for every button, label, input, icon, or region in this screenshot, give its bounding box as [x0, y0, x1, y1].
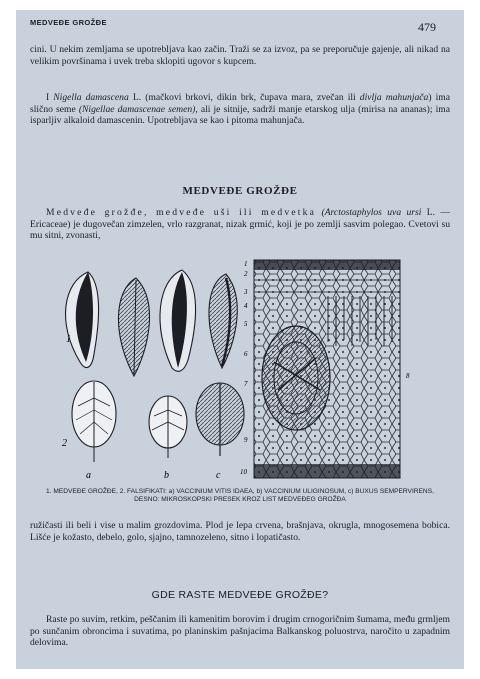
leaf-drawing: [118, 278, 149, 376]
common-names: Medveđe grožđe, medveđe uši ili medvetka: [46, 207, 317, 218]
figure-label: 6: [244, 350, 248, 358]
leaf-drawing: [160, 270, 196, 371]
p2-end: , ali je sitnije, sadrži manje etarskog ulja (mirisa na ananas); ima isparljiv alkaloid damascenin. Upotrebljava se kao i pitoma mahunjača.: [30, 103, 450, 127]
p2-start: I: [46, 92, 54, 103]
microscopic-section: [254, 260, 400, 478]
figure-label: 3: [244, 288, 248, 296]
page-number: 479: [418, 20, 436, 34]
leaf-drawing: [149, 396, 187, 458]
body-paragraph: ružičasti ili beli i vise u malim grozdovima. Plod je lepa crvena, brašnjava, okrugla, mnogosemena bobica. Lišće je kožasto, debelo, golo, sjajno, tamnozeleno, sitno i lopatičasto.: [30, 520, 450, 543]
species-name: Nigella damascena: [53, 92, 129, 103]
running-header: MEDVEĐE GROŽĐE: [30, 18, 107, 27]
leaf-drawing: [66, 272, 99, 368]
figure-label: 9: [244, 436, 248, 444]
figure-label: 10: [240, 468, 247, 476]
figure-label: c: [216, 470, 221, 481]
figure-label: a: [86, 470, 91, 481]
figure-label: b: [164, 470, 169, 481]
figure-label: 1: [244, 260, 248, 268]
p2-mid2: ) ima slično seme: [30, 92, 451, 115]
figure-label: 2: [62, 438, 67, 449]
description-rest: L. — Ericaceae) je dugovečan zimzelen, vrlo razgranat, nizak grmić, koji je po zemlji sasvim polegao. Cvetovi su mu sitni, zvonasti,: [30, 207, 450, 242]
botanical-illustration: [28, 250, 452, 484]
figure-label: 7: [244, 380, 248, 388]
book-page: [16, 10, 464, 669]
leaf-drawing: [72, 381, 116, 462]
habitat-paragraph: Raste po suvim, retkim, peščanim ili kamenitim borovim i drugim crnogoričnim šumama, među grmljem po sunčanim obroncima i suvatima, po planinskim pašnjacima Balkanskog poluostrva, naročito u zapadnim delovima.: [30, 614, 450, 649]
alt-name: divlja mahunjača: [359, 92, 429, 103]
section-title-habitat: GDE RASTE MEDVEĐE GROŽĐE?: [151, 589, 329, 601]
figure-label: 2: [244, 270, 248, 278]
figure-label: 4: [244, 302, 248, 310]
leaf-drawing: [196, 383, 244, 456]
latin-name: (Arctostaphylos uva ursi: [321, 207, 422, 218]
description-paragraph: [30, 207, 450, 242]
section-title-main: MEDVEĐE GROŽĐE: [182, 185, 298, 197]
figure-label: 5: [244, 320, 248, 328]
leaf-drawing: [209, 274, 237, 368]
figure-label: 1: [66, 334, 71, 345]
intro-paragraph-1: cini. U nekim zemljama se upotrebljava kao začin. Traži se za izvoz, pa se preporučuje gajenje, ali nikad na velikim površinama i uvek treba sklopiti ugovor s kupcem.: [30, 44, 450, 67]
intro-paragraph-2: [30, 92, 450, 127]
p2-mid: L. (mačkovi brkovi, dikin brk, čupava mara, zvečan ili: [128, 92, 360, 103]
figure-caption: 1. MEDVEĐE GROŽĐE, 2. FALSIFIKATI: a) VACCINIUM VITIS IDAEA, b) VACCINIUM ULIGINOSUM, c) BUXUS SEMPERVIRENS, DESNO: MIKROSKOPSKI PRESEK KROZ LIST MEDVEĐEG GROŽĐA: [46, 488, 434, 503]
figure-label: 8: [406, 372, 410, 380]
seed-name: (Nigellae damascenae semen): [78, 103, 196, 115]
